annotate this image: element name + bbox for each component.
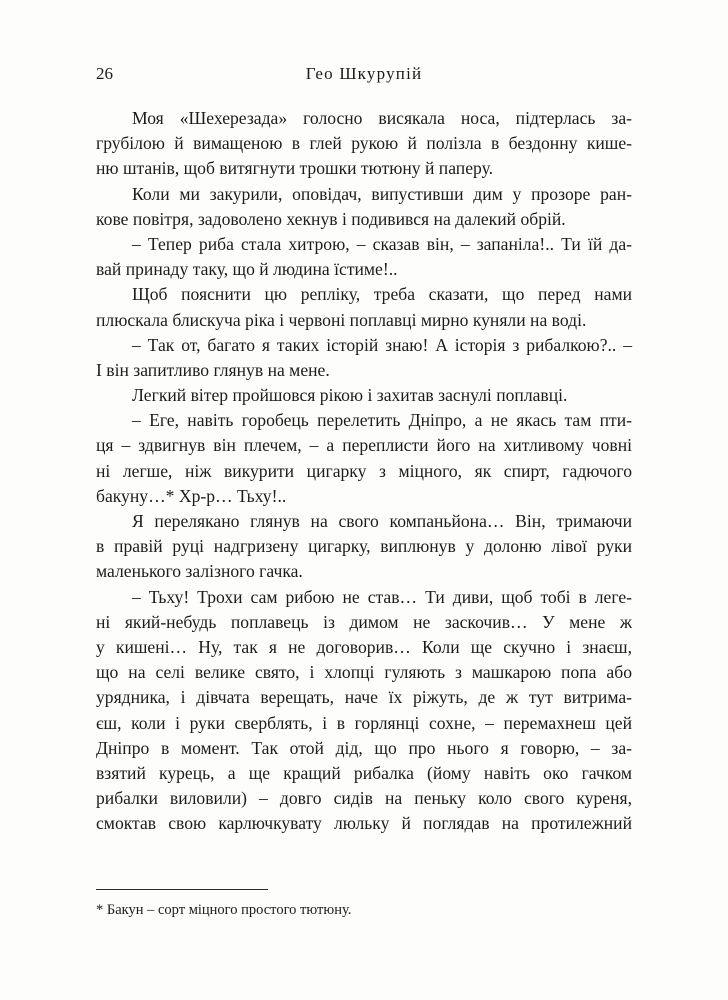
text-line: бакуну…* Хр-р… Тьху!.. <box>96 485 287 506</box>
text-line: – Тьху! Трохи сам рибою не став… Ти диви, щоб тобі в леге- <box>132 586 632 607</box>
text-line: – Так от, багато я таких історій знаю! А історія з рибалкою?.. – <box>132 334 632 355</box>
text-line: І він запитливо глянув на мене. <box>96 359 330 380</box>
text-line: грубілою й вимащеною в глей рукою й полізла в бездонну кише- <box>96 133 632 154</box>
text-line: Легкий вітер пройшовся рікою і захитав заснулі поплавці. <box>132 385 568 406</box>
text-line: Коли ми закурили, оповідач, випустивши дим у прозоре ран- <box>132 183 632 204</box>
footnote-separator <box>96 889 268 890</box>
text-line: – Тепер риба стала хитрою, – сказав він, – запаніла!.. Ти їй да- <box>132 233 632 254</box>
text-line: урядника, і дівчата верещать, наче їх ріжуть, де ж тут витрима- <box>96 687 632 708</box>
text-line: Я перелякано глянув на свого компаньйона… Він, тримаючи <box>132 511 632 531</box>
text-line: вай принаду таку, що й людина їстиме!.. <box>96 259 398 280</box>
page-header <box>96 62 632 86</box>
text-line: ця – здвигнув він плечем, – а переплисти його на хитливому човні <box>96 435 632 456</box>
text-line: – Еге, навіть горобець перелетить Дніпро, а не якась там пти- <box>132 410 632 431</box>
footnote: * Бакун – сорт міцного простого тютюну. <box>96 902 352 918</box>
text-line: ні легше, ніж викурити цигарку з міцного, як спирт, гадючого <box>96 460 632 481</box>
text-line: Щоб пояснити цю репліку, треба сказати, що перед нами <box>132 284 632 305</box>
text-line: кове повітря, задоволено хекнув і подивився на далекий обрій. <box>96 208 566 229</box>
text-line: ню штанів, щоб витягнути трошки тютюну й паперу. <box>96 158 494 179</box>
text-line: маленького залізного гачка. <box>96 561 303 582</box>
text-line: рибалки виловили) – довго сидів на пеньку коло свого куреня, <box>96 788 632 809</box>
running-title: Гео Шкурупій <box>305 64 423 83</box>
page-number: 26 <box>96 64 113 83</box>
text-line: Моя «Шехерезада» голосно висякала носа, підтерлась за- <box>132 108 632 128</box>
text-line: в правій руці надгризену цигарку, виплюнув у долоню лівої руки <box>96 536 632 557</box>
text-line: ні який-небудь поплавець із димом не заскочив… У мене ж <box>96 611 632 632</box>
body-text <box>96 106 632 836</box>
text-line: взятий курець, а ще кращий рибалка (йому навіть око гачком <box>96 762 632 783</box>
text-line: Дніпро в момент. Так отой дід, що про нього я говорю, – за- <box>96 737 632 758</box>
text-line: що на селі велике свято, і хлопці гуляють з машкарою попа або <box>96 662 632 683</box>
text-line: єш, коли і руки сверблять, і в горлянці сохне, – перемахнеш цей <box>96 712 632 733</box>
text-line: смоктав свою карлючкувату люльку й поглядав на протилежний <box>96 813 632 834</box>
text-line: плюскала блискуча ріка і червоні поплавці мирно куняли на воді. <box>96 309 587 330</box>
text-line: у кишені… Ну, так я не договорив… Коли ще скучно і знаєш, <box>96 636 632 657</box>
